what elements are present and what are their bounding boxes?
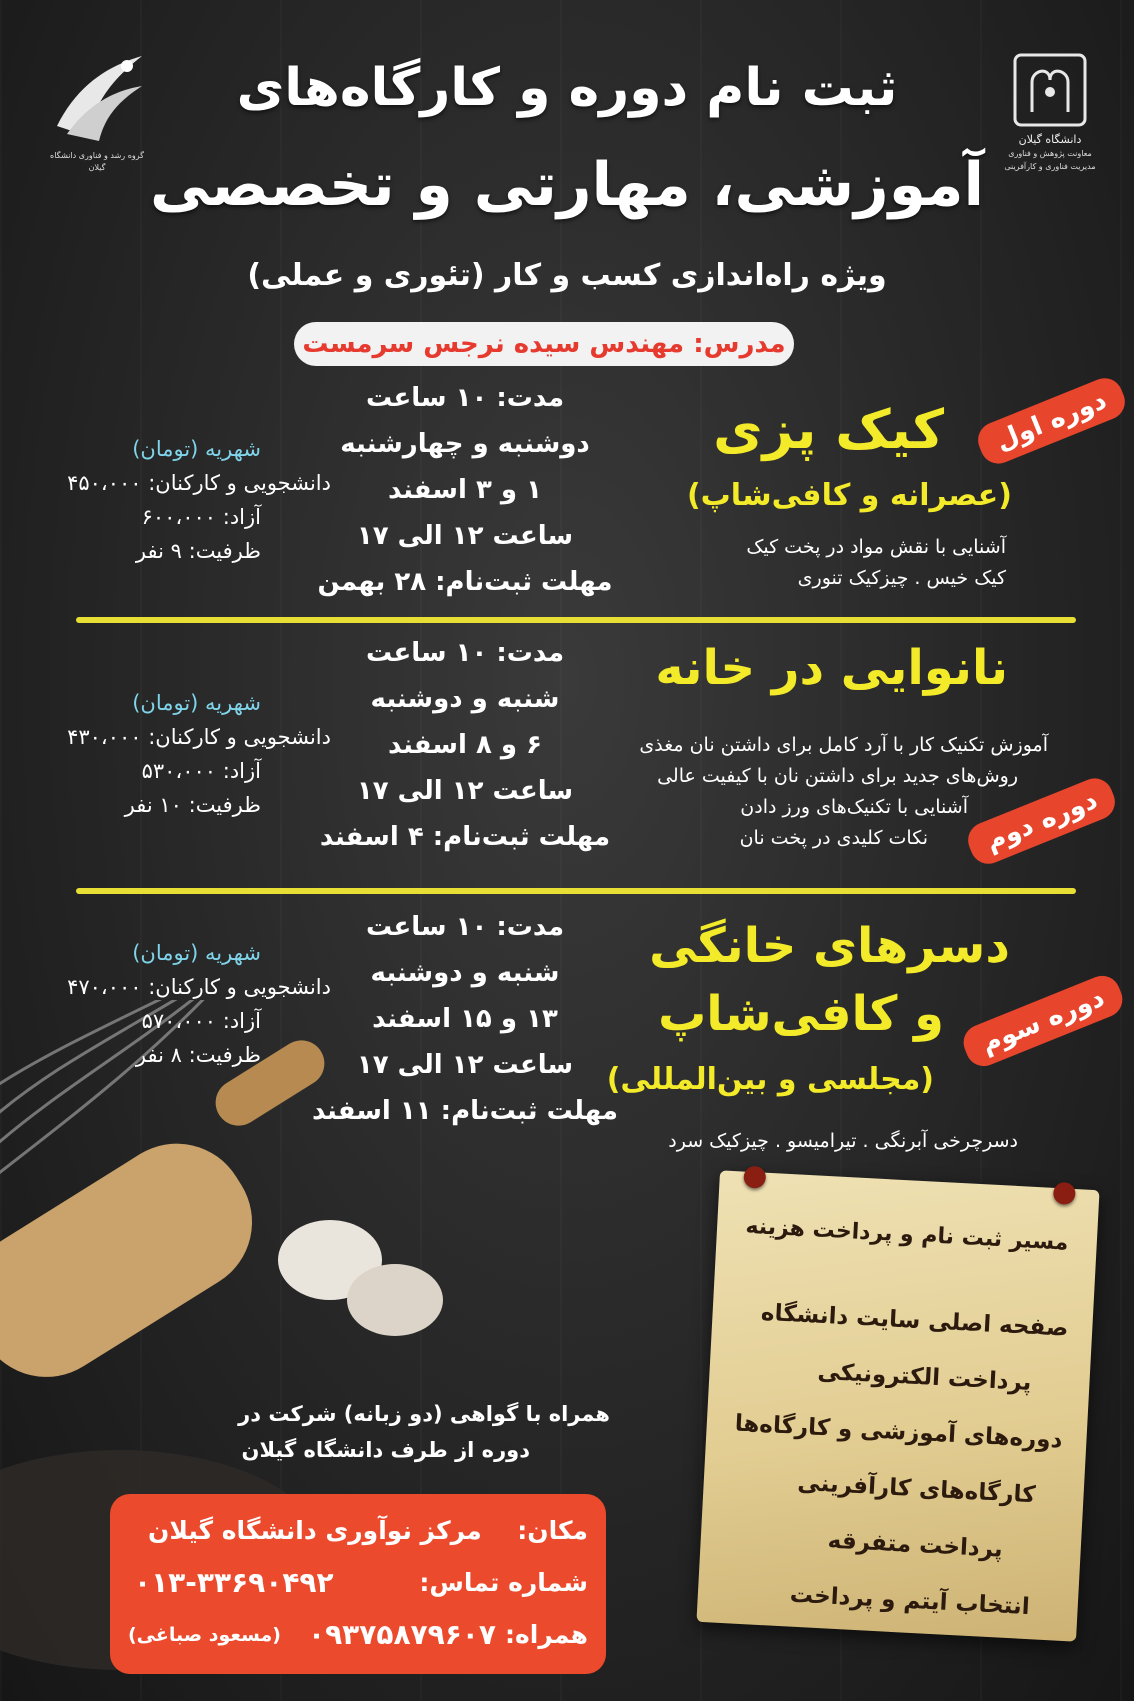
course-3-subtitle: (مجلسی و بین‌المللی)	[606, 1062, 934, 1097]
course-3-title-line-1: دسرهای خانگی	[649, 918, 1010, 974]
course-1-schedule	[300, 375, 630, 605]
certificate-note	[140, 1396, 610, 1468]
contact-box	[110, 1494, 606, 1674]
pin-icon	[743, 1166, 766, 1189]
registration-title: مسیر ثبت نام و پرداخت هزینه	[744, 1213, 1070, 1256]
course-2-badge: دوره دوم	[963, 773, 1121, 869]
course-1-description	[606, 532, 1006, 594]
registration-step-4: کارگاه‌های کارآفرینی	[796, 1469, 1037, 1509]
course-2-desc-line-3: آشنایی با تکنیک‌های ورز دادن	[740, 796, 968, 818]
divider-1	[76, 617, 1076, 623]
course-3-days: شنبه و دوشنبه	[370, 958, 560, 988]
course-2-fee-free: آزاد: ۵۳۰،۰۰۰	[141, 759, 261, 783]
course-3-fees	[26, 936, 331, 1072]
course-2-schedule	[300, 630, 630, 860]
course-1-fee-free: آزاد: ۶۰۰،۰۰۰	[141, 505, 261, 529]
location-value: مرکز نوآوری دانشگاه گیلان	[148, 1516, 482, 1545]
location-label: مکان:	[517, 1516, 588, 1545]
course-2-fees	[26, 686, 331, 822]
course-2-fee-student: دانشجویی و کارکنان: ۴۳۰،۰۰۰	[67, 725, 331, 749]
main-title-line-1: ثبت نام دوره و کارگاه‌های	[236, 58, 898, 118]
course-3-badge: دوره سوم	[958, 970, 1127, 1071]
course-1-deadline: مهلت ثبت‌نام: ۲۸ بهمن	[317, 567, 613, 597]
registration-step-list	[717, 1283, 1070, 1636]
course-1-days: دوشنبه و چهارشنبه	[340, 429, 590, 459]
course-2-hours: ساعت ۱۲ الی ۱۷	[356, 776, 574, 806]
certificate-note-line-2: دوره از طرف دانشگاه گیلان	[241, 1438, 530, 1462]
course-3-deadline: مهلت ثبت‌نام: ۱۱ اسفند	[311, 1096, 619, 1126]
contact-mobile-row	[128, 1610, 588, 1660]
course-2-fee-label: شهریه (تومان)	[132, 691, 261, 715]
course-1-subtitle: (عصرانه و کافی‌شاپ)	[686, 478, 1012, 513]
course-2-days: شنبه و دوشنبه	[370, 684, 560, 714]
right-logo-line-2: معاونت پژوهش و فناوری	[1008, 149, 1092, 158]
course-1-duration: مدت: ۱۰ ساعت	[365, 383, 565, 413]
pin-icon	[1053, 1182, 1076, 1205]
mobile-value[interactable]: ۰۹۳۷۵۸۷۹۶۰۷	[308, 1618, 496, 1651]
course-3-dates: ۱۳ و ۱۵ اسفند	[372, 1004, 558, 1034]
course-1-badge: دوره اول	[973, 373, 1130, 469]
left-logo-caption: گروه رشد و فناوری دانشگاه گیلان	[50, 151, 144, 172]
course-2-deadline: مهلت ثبت‌نام: ۴ اسفند	[319, 822, 611, 852]
divider-2	[76, 888, 1076, 894]
course-3-title-line-2: و کافی‌شاپ	[658, 986, 944, 1042]
mobile-label: همراه:	[505, 1620, 588, 1649]
contact-location-row	[128, 1506, 588, 1556]
right-logo-line-1: دانشگاه گیلان	[1018, 133, 1082, 146]
phone-label: شماره تماس:	[419, 1568, 588, 1597]
registration-step-2: پرداخت الکترونیکی	[816, 1358, 1033, 1396]
registration-steps-note	[696, 1170, 1099, 1641]
registration-step-5: پرداخت متفرقه	[827, 1527, 1004, 1563]
registration-step-3: دوره‌های آموزشی و کارگاه‌ها	[734, 1410, 1064, 1454]
rolling-pin-icon	[0, 1032, 333, 1404]
course-2-duration: مدت: ۱۰ ساعت	[365, 638, 565, 668]
course-2-desc-line-4: نکات کلیدی در پخت نان	[739, 827, 928, 849]
course-1-title: کیک پزی	[713, 398, 944, 461]
course-3-desc-line-1: دسرچرخی آبرنگی . تیرامیسو . چیزکیک سرد	[668, 1130, 1018, 1152]
right-logo-line-3: مدیریت فناوری و کارآفرینی	[1004, 162, 1096, 171]
certificate-note-line-1: همراه با گواهی (دو زبانه) شرکت در	[238, 1402, 610, 1426]
registration-step-6: انتخاب آیتم و پرداخت	[789, 1581, 1031, 1621]
mobile-contact-name: (مسعود صباغی)	[128, 1624, 281, 1646]
course-1-fees	[26, 432, 331, 568]
instructor-pill: مدرس: مهندس سیده نرجس سرمست	[294, 322, 794, 366]
course-2-capacity: ظرفیت: ۱۰ نفر	[124, 793, 261, 817]
course-1-capacity: ظرفیت: ۹ نفر	[135, 539, 261, 563]
contact-phone-row	[128, 1558, 588, 1608]
course-2-desc-line-1: آموزش تکنیک کار با آرد کامل برای داشتن نان مغذی	[639, 734, 1048, 756]
course-1-hours: ساعت ۱۲ الی ۱۷	[356, 521, 574, 551]
phone-value[interactable]: ۰۱۳-۳۳۶۹۰۴۹۲	[134, 1566, 334, 1599]
course-3-fee-student: دانشجویی و کارکنان: ۴۷۰،۰۰۰	[67, 975, 331, 999]
course-1-fee-label: شهریه (تومان)	[132, 437, 261, 461]
course-2-dates: ۶ و ۸ اسفند	[388, 730, 542, 760]
course-1-desc-line-1: آشنایی با نقش مواد در پخت کیک	[746, 536, 1006, 558]
subtitle: ویژه راه‌اندازی کسب و کار (تئوری و عملی)	[247, 258, 887, 293]
main-title-line-2: آموزشی، مهارتی و تخصصی	[149, 150, 985, 220]
course-3-duration: مدت: ۱۰ ساعت	[365, 912, 565, 942]
course-3-schedule	[300, 904, 630, 1134]
registration-step-1: صفحه اصلی سایت دانشگاه	[760, 1299, 1069, 1342]
course-1-desc-line-2: کیک خیس . چیزکیک تنوری	[797, 567, 1006, 589]
course-2-desc-line-2: روش‌های جدید برای داشتن نان با کیفیت عالی	[657, 765, 1018, 787]
course-1-dates: ۱ و ۳ اسفند	[388, 475, 542, 505]
course-3-fee-label: شهریه (تومان)	[132, 941, 261, 965]
course-3-hours: ساعت ۱۲ الی ۱۷	[356, 1050, 574, 1080]
course-3-fee-free: آزاد: ۵۷۰،۰۰۰	[141, 1009, 261, 1033]
course-3-capacity: ظرفیت: ۸ نفر	[135, 1043, 261, 1067]
course-2-title: نانوایی در خانه	[655, 640, 1008, 696]
course-1-fee-student: دانشجویی و کارکنان: ۴۵۰،۰۰۰	[67, 471, 331, 495]
